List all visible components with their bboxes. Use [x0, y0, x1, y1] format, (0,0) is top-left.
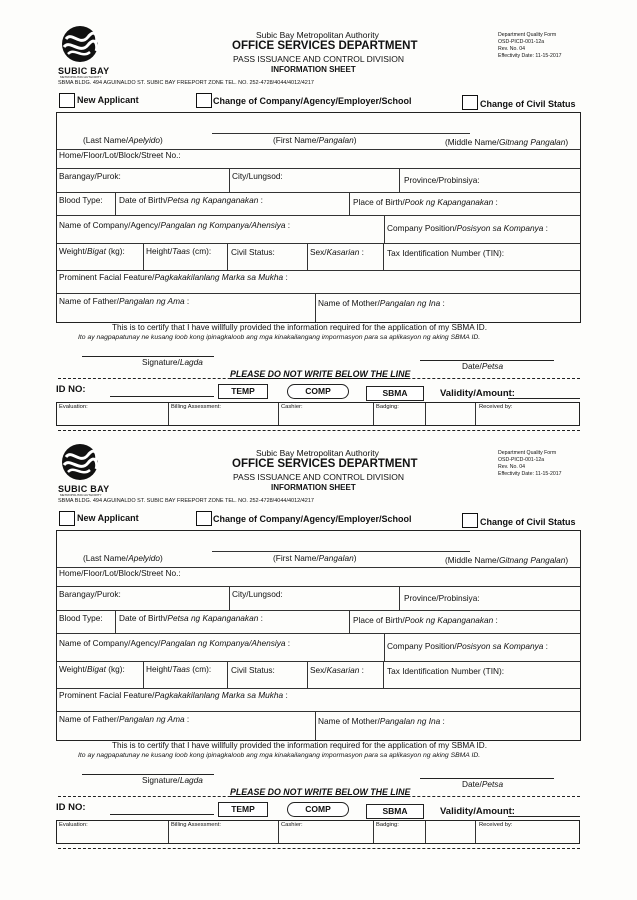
tin-label: Tax Identification Number (TIN):: [387, 248, 505, 258]
office-address: SBMA BLDG. 494 AGUINALDO ST. SUBIC BAY FREEPORT ZONE TEL. NO. 252-4728/4044/4012/4217: [58, 80, 314, 86]
pob-label: Place of Birth/Pook ng Kapanganakan :: [353, 615, 498, 625]
address-label: Home/Floor/Lot/Block/Street No.:: [59, 150, 181, 160]
org-name: Subic Bay Metropolitan Authority: [256, 30, 379, 40]
sheet-title: INFORMATION SHEET: [271, 483, 356, 492]
sex-label: Sex/Kasarian :: [310, 247, 364, 257]
change-civil-status-checkbox[interactable]: [462, 513, 478, 528]
new-applicant-label: New Applicant: [77, 513, 139, 523]
evaluation-label: Evaluation:: [59, 404, 88, 410]
logo-text: SUBIC BAY: [58, 66, 110, 76]
logo-text: SUBIC BAY: [58, 484, 110, 494]
tin-label: Tax Identification Number (TIN):: [387, 666, 505, 676]
last-name-label: (Last Name/Apelyido): [83, 135, 163, 145]
division-title: PASS ISSUANCE AND CONTROL DIVISION: [233, 54, 404, 64]
sbma-box[interactable]: SBMA: [366, 386, 424, 401]
date-label: Date/Petsa: [462, 361, 504, 371]
city-label: City/Lungsod:: [232, 589, 283, 599]
comp-box[interactable]: COMP: [287, 384, 349, 399]
sbma-box[interactable]: SBMA: [366, 804, 424, 819]
division-title: PASS ISSUANCE AND CONTROL DIVISION: [233, 472, 404, 482]
id-no-label: ID NO:: [56, 802, 86, 813]
temp-box[interactable]: TEMP: [218, 384, 268, 399]
weight-label: Weight/Bigat (kg):: [59, 664, 125, 674]
weight-label: Weight/Bigat (kg):: [59, 246, 125, 256]
sex-label: Sex/Kasarian :: [310, 665, 364, 675]
ref-rev: Rev. No. 04: [498, 464, 526, 470]
do-not-write-notice: PLEASE DO NOT WRITE BELOW THE LINE: [230, 369, 411, 379]
new-applicant-checkbox[interactable]: [59, 93, 75, 108]
civil-status-label: Civil Status:: [231, 665, 275, 675]
badging-label: Badging:: [376, 404, 399, 410]
certification-text-tagalog: Ito ay nagpapatunay ne kusang loob kong ipinagkaloob ang mga kinakailangang impormasyon para sa aplikasyon ng aking SBMA ID.: [78, 334, 481, 341]
cashier-label: Cashier:: [281, 822, 303, 828]
evaluation-label: Evaluation:: [59, 822, 88, 828]
facial-feature-label: Prominent Facial Feature/Pagkakakilanlang Marka sa Mukha :: [59, 272, 288, 282]
validity-label: Validity/Amount:: [440, 388, 515, 399]
processing-table: [56, 820, 580, 844]
company-label: Name of Company/Agency/Pangalan ng Kompanya/Ahensiya :: [59, 220, 291, 230]
barangay-label: Barangay/Purok:: [59, 589, 121, 599]
change-company-label: Change of Company/Agency/Employer/School: [213, 514, 412, 524]
facial-feature-label: Prominent Facial Feature/Pagkakakilanlang Marka sa Mukha :: [59, 690, 288, 700]
do-not-write-notice: PLEASE DO NOT WRITE BELOW THE LINE: [230, 787, 411, 797]
ref-form: Department Quality Form: [498, 32, 557, 38]
new-applicant-label: New Applicant: [77, 95, 139, 105]
received-by-label: Received by:: [479, 822, 513, 828]
ref-date: Effectivity Date: 11-15-2017: [498, 53, 562, 59]
city-label: City/Lungsod:: [232, 171, 283, 181]
ref-form: Department Quality Form: [498, 450, 557, 456]
signature-label: Signature/Lagda: [142, 357, 203, 367]
new-applicant-checkbox[interactable]: [59, 511, 75, 526]
mother-name-label: Name of Mother/Pangalan ng Ina :: [318, 716, 445, 726]
first-name-label: (First Name/Pangalan): [273, 135, 357, 145]
change-civil-status-checkbox[interactable]: [462, 95, 478, 110]
father-name-label: Name of Father/Pangalan ng Ama :: [59, 714, 190, 724]
billing-label: Billing Assessment:: [171, 822, 221, 828]
received-by-label: Received by:: [479, 404, 513, 410]
sbma-logo-icon: [58, 443, 102, 481]
province-label: Province/Probinsiya:: [404, 175, 480, 185]
office-address: SBMA BLDG. 494 AGUINALDO ST. SUBIC BAY FREEPORT ZONE TEL. NO. 252-4728/4044/4012/4217: [58, 498, 314, 504]
province-label: Province/Probinsiya:: [404, 593, 480, 603]
comp-box[interactable]: COMP: [287, 802, 349, 817]
validity-label: Validity/Amount:: [440, 806, 515, 817]
logo-subtext: METROPOLITAN AUTHORITY: [60, 493, 102, 497]
ref-code: OSD-PICD-001-12a: [498, 457, 545, 463]
change-company-label: Change of Company/Agency/Employer/School: [213, 96, 412, 106]
blood-type-label: Blood Type:: [59, 613, 103, 623]
last-name-label: (Last Name/Apelyido): [83, 553, 163, 563]
applicant-info-table: [56, 530, 581, 741]
date-label: Date/Petsa: [462, 779, 504, 789]
signature-label: Signature/Lagda: [142, 775, 203, 785]
org-name: Subic Bay Metropolitan Authority: [256, 448, 379, 458]
department-title: OFFICE SERVICES DEPARTMENT: [232, 458, 418, 470]
ref-rev: Rev. No. 04: [498, 46, 526, 52]
pob-label: Place of Birth/Pook ng Kapanganakan :: [353, 197, 498, 207]
change-civil-status-label: Change of Civil Status: [480, 517, 576, 527]
id-no-label: ID NO:: [56, 384, 86, 395]
certification-text-tagalog: Ito ay nagpapatunay ne kusang loob kong ipinagkaloob ang mga kinakailangang impormasyon para sa aplikasyon ng aking SBMA ID.: [78, 752, 481, 759]
department-title: OFFICE SERVICES DEPARTMENT: [232, 40, 418, 52]
ref-code: OSD-PICD-001-12a: [498, 39, 545, 45]
billing-label: Billing Assessment:: [171, 404, 221, 410]
sheet-title: INFORMATION SHEET: [271, 65, 356, 74]
address-label: Home/Floor/Lot/Block/Street No.:: [59, 568, 181, 578]
blood-type-label: Blood Type:: [59, 195, 103, 205]
middle-name-label: (Middle Name/Gitnang Pangalan): [445, 555, 569, 565]
company-label: Name of Company/Agency/Pangalan ng Kompanya/Ahensiya :: [59, 638, 291, 648]
ref-date: Effectivity Date: 11-15-2017: [498, 471, 562, 477]
cashier-label: Cashier:: [281, 404, 303, 410]
middle-name-label: (Middle Name/Gitnang Pangalan): [445, 137, 569, 147]
barangay-label: Barangay/Purok:: [59, 171, 121, 181]
height-label: Height/Taas (cm):: [146, 664, 212, 674]
change-company-checkbox[interactable]: [196, 511, 212, 526]
change-company-checkbox[interactable]: [196, 93, 212, 108]
information-sheet-1: [0, 0, 637, 440]
applicant-info-table: [56, 112, 581, 323]
position-label: Company Position/Posisyon sa Kompanya :: [387, 641, 548, 651]
information-sheet-2: [0, 418, 637, 858]
dob-label: Date of Birth/Petsa ng Kapanganakan :: [119, 195, 263, 205]
logo-subtext: METROPOLITAN AUTHORITY: [60, 75, 102, 79]
dob-label: Date of Birth/Petsa ng Kapanganakan :: [119, 613, 263, 623]
certification-text: This is to certify that I have willfully provided the information required for the application of my SBMA ID.: [112, 323, 487, 332]
civil-status-label: Civil Status:: [231, 247, 275, 257]
certification-text: This is to certify that I have willfully provided the information required for the application of my SBMA ID.: [112, 741, 487, 750]
badging-label: Badging:: [376, 822, 399, 828]
father-name-label: Name of Father/Pangalan ng Ama :: [59, 296, 190, 306]
height-label: Height/Taas (cm):: [146, 246, 212, 256]
sbma-logo-icon: [58, 25, 102, 63]
mother-name-label: Name of Mother/Pangalan ng Ina :: [318, 298, 445, 308]
first-name-label: (First Name/Pangalan): [273, 553, 357, 563]
temp-box[interactable]: TEMP: [218, 802, 268, 817]
position-label: Company Position/Posisyon sa Kompanya :: [387, 223, 548, 233]
change-civil-status-label: Change of Civil Status: [480, 99, 576, 109]
